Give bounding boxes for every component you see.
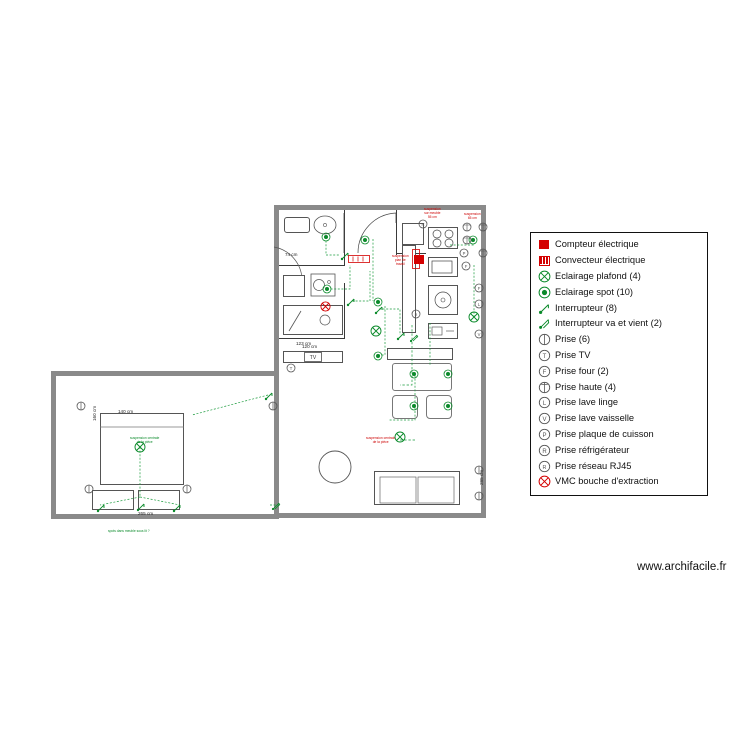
prise-tv-icon <box>536 348 552 362</box>
eclairage-spot-1[interactable] <box>321 232 331 242</box>
note-hotte: suspension plan de travail <box>392 254 409 266</box>
prise-four-2[interactable] <box>474 283 484 293</box>
legend-row-convecteur <box>536 253 703 269</box>
note-cuisine-droite: suspension 65 cm <box>464 212 481 220</box>
legend-row-eclairage-plafond <box>536 269 703 285</box>
dim-chambre-140: 265 cm <box>138 511 154 516</box>
legend-label: Eclairage plafond (4) <box>555 270 641 281</box>
legend-label: Interrupteur va et vient (2) <box>555 318 662 329</box>
svg-text:T: T <box>542 353 546 360</box>
interrupteur-va-et-vient-icon <box>536 317 552 331</box>
note-cuisine-haut: suspension sur meuble 55 cm <box>424 207 441 219</box>
floor-plan <box>40 205 520 535</box>
prise-2[interactable] <box>268 401 278 411</box>
svg-text:V: V <box>477 332 481 337</box>
prise-reseau-rj45-icon <box>536 459 552 473</box>
prise-haute-4[interactable] <box>478 248 488 258</box>
eclairage-spot-6[interactable] <box>409 369 419 379</box>
eclairage-plafond-cuisine[interactable] <box>468 311 480 323</box>
eclairage-plafond-icon <box>536 269 552 283</box>
prise-5[interactable] <box>474 465 484 475</box>
prise-four-1[interactable] <box>461 261 471 271</box>
prise-lave-vaisselle[interactable] <box>474 329 484 339</box>
prise-refrigerateur[interactable] <box>418 219 428 229</box>
vmc-bouche-extraction-icon <box>536 475 552 489</box>
legend-row-prise-four <box>536 363 703 379</box>
prise-haute-1[interactable] <box>462 222 472 232</box>
svg-text:TV: TV <box>309 355 317 361</box>
svg-text:P: P <box>462 251 466 256</box>
prise-reseau-rj45[interactable] <box>411 309 421 319</box>
svg-text:L: L <box>477 302 481 307</box>
dim-sdb-123: 123 cm <box>296 341 312 346</box>
prise-lave-vaisselle-icon <box>536 412 552 426</box>
eclairage-spot-9[interactable] <box>443 401 453 411</box>
prise-4[interactable] <box>182 484 192 494</box>
svg-text:F: F <box>542 369 546 376</box>
legend-row-prise-refrigerateur <box>536 442 703 458</box>
legend-row-prise-haute <box>536 379 703 395</box>
legend-label: Prise plaque de cuisson <box>555 428 654 439</box>
prise-haute-icon <box>536 380 552 394</box>
interrupteur-7[interactable] <box>96 503 106 513</box>
eclairage-spot-8[interactable] <box>409 401 419 411</box>
prise-haute-2[interactable] <box>478 222 488 232</box>
legend-row-interrupteur <box>536 300 703 316</box>
legend-label: Prise TV <box>555 349 591 360</box>
legend-row-vmc <box>536 474 703 490</box>
prise-lave-linge-icon <box>536 396 552 410</box>
eclairage-spot-2[interactable] <box>360 235 370 245</box>
legend-label: Prise haute (4) <box>555 381 616 392</box>
legend-label: Prise réfrigérateur <box>555 444 630 455</box>
legend-label: Prise (6) <box>555 334 591 345</box>
prise-plaque-de-cuisson-icon <box>536 427 552 441</box>
legend-label: Eclairage spot (10) <box>555 286 634 297</box>
prise-lave-linge[interactable] <box>474 299 484 309</box>
prise-plaque-de-cuisson[interactable] <box>459 248 469 258</box>
eclairage-plafond-chambre[interactable] <box>134 441 146 453</box>
eclairage-plafond-sejour[interactable] <box>394 431 406 443</box>
convecteur-electrique-1[interactable] <box>348 255 370 263</box>
convecteur-electrique-2[interactable] <box>412 249 420 269</box>
interrupteur-2[interactable] <box>346 297 356 307</box>
note-applique-lit: spots dans meuble sous lit ? <box>108 529 150 533</box>
interrupteur-va-et-vient-1[interactable] <box>271 501 281 511</box>
dim-sejour-265: 285 cm <box>479 469 484 485</box>
legend-row-compteur <box>536 237 703 253</box>
note-suspension-chambre: suspension centrale de la pièce <box>130 436 160 444</box>
svg-text:R: R <box>421 222 425 227</box>
footer-url[interactable]: www.archifacile.fr <box>637 561 727 573</box>
legend-label: Prise four (2) <box>555 365 609 376</box>
eclairage-plafond-sdb[interactable] <box>370 325 382 337</box>
interrupteur-va-et-vient-2[interactable] <box>409 333 419 343</box>
legend-label: Prise lave vaisselle <box>555 413 635 424</box>
legend-label: VMC bouche d'extraction <box>555 476 659 487</box>
legend-row-prise-reseau-rj45 <box>536 458 703 474</box>
prise-tv[interactable] <box>286 363 296 373</box>
prise-6[interactable] <box>474 491 484 501</box>
dim-meuble-tv-120: 120 cm <box>302 344 318 349</box>
svg-text:T: T <box>289 366 293 371</box>
convecteur-electrique-icon <box>536 254 552 268</box>
legend-label: Prise lave linge <box>555 397 619 408</box>
svg-text:V: V <box>541 417 547 424</box>
legend-row-prise-tv <box>536 348 703 364</box>
compteur-electrique-icon <box>536 238 552 252</box>
svg-text:L: L <box>542 401 546 408</box>
eclairage-spot-icon <box>536 285 552 299</box>
svg-text:R: R <box>414 313 418 317</box>
prise-four-icon <box>536 364 552 378</box>
interrupteur-4[interactable] <box>396 331 406 341</box>
svg-text:R: R <box>542 464 546 471</box>
legend-row-interrupteur-va-et-vient <box>536 316 703 332</box>
svg-text:F: F <box>464 264 468 269</box>
dim-chambre-61: 160 cm <box>92 405 97 421</box>
prise-refrigerateur-icon <box>536 443 552 457</box>
dim-wc-74: 74 cm <box>285 252 298 257</box>
legend-row-prise <box>536 332 703 348</box>
prise-haute-3[interactable] <box>462 235 472 245</box>
eclairage-spot-7[interactable] <box>443 369 453 379</box>
svg-text:R: R <box>541 448 547 455</box>
prise-icon <box>536 333 552 347</box>
dim-chambre-160: 140 cm <box>118 409 134 414</box>
eclairage-spot-5[interactable] <box>373 351 383 361</box>
legend-row-prise-lave-linge <box>536 395 703 411</box>
eclairage-spot-3[interactable] <box>322 284 332 294</box>
svg-text:F: F <box>477 286 481 291</box>
legend-label: Convecteur électrique <box>555 255 646 266</box>
legend-row-prise-lave-vaisselle <box>536 411 703 427</box>
interrupteur-8[interactable] <box>172 503 182 513</box>
prise-1[interactable] <box>76 401 86 411</box>
vmc-bouche-extraction-1[interactable] <box>320 301 331 312</box>
interrupteur-icon <box>536 301 552 315</box>
interrupteur-3[interactable] <box>374 305 384 315</box>
legend-panel <box>530 232 708 496</box>
note-suspension-sejour: suspension centrale de la pièce <box>366 436 396 444</box>
interrupteur-6[interactable] <box>136 502 146 512</box>
legend-label: Interrupteur (8) <box>555 302 618 313</box>
prise-3[interactable] <box>84 484 94 494</box>
legend-row-eclairage-spot <box>536 284 703 300</box>
legend-row-prise-plaque-de-cuisson <box>536 427 703 443</box>
interrupteur-5[interactable] <box>264 391 274 401</box>
svg-text:P: P <box>541 432 547 439</box>
legend-label: Prise réseau RJ45 <box>555 460 632 471</box>
legend-label: Compteur électrique <box>555 239 639 250</box>
